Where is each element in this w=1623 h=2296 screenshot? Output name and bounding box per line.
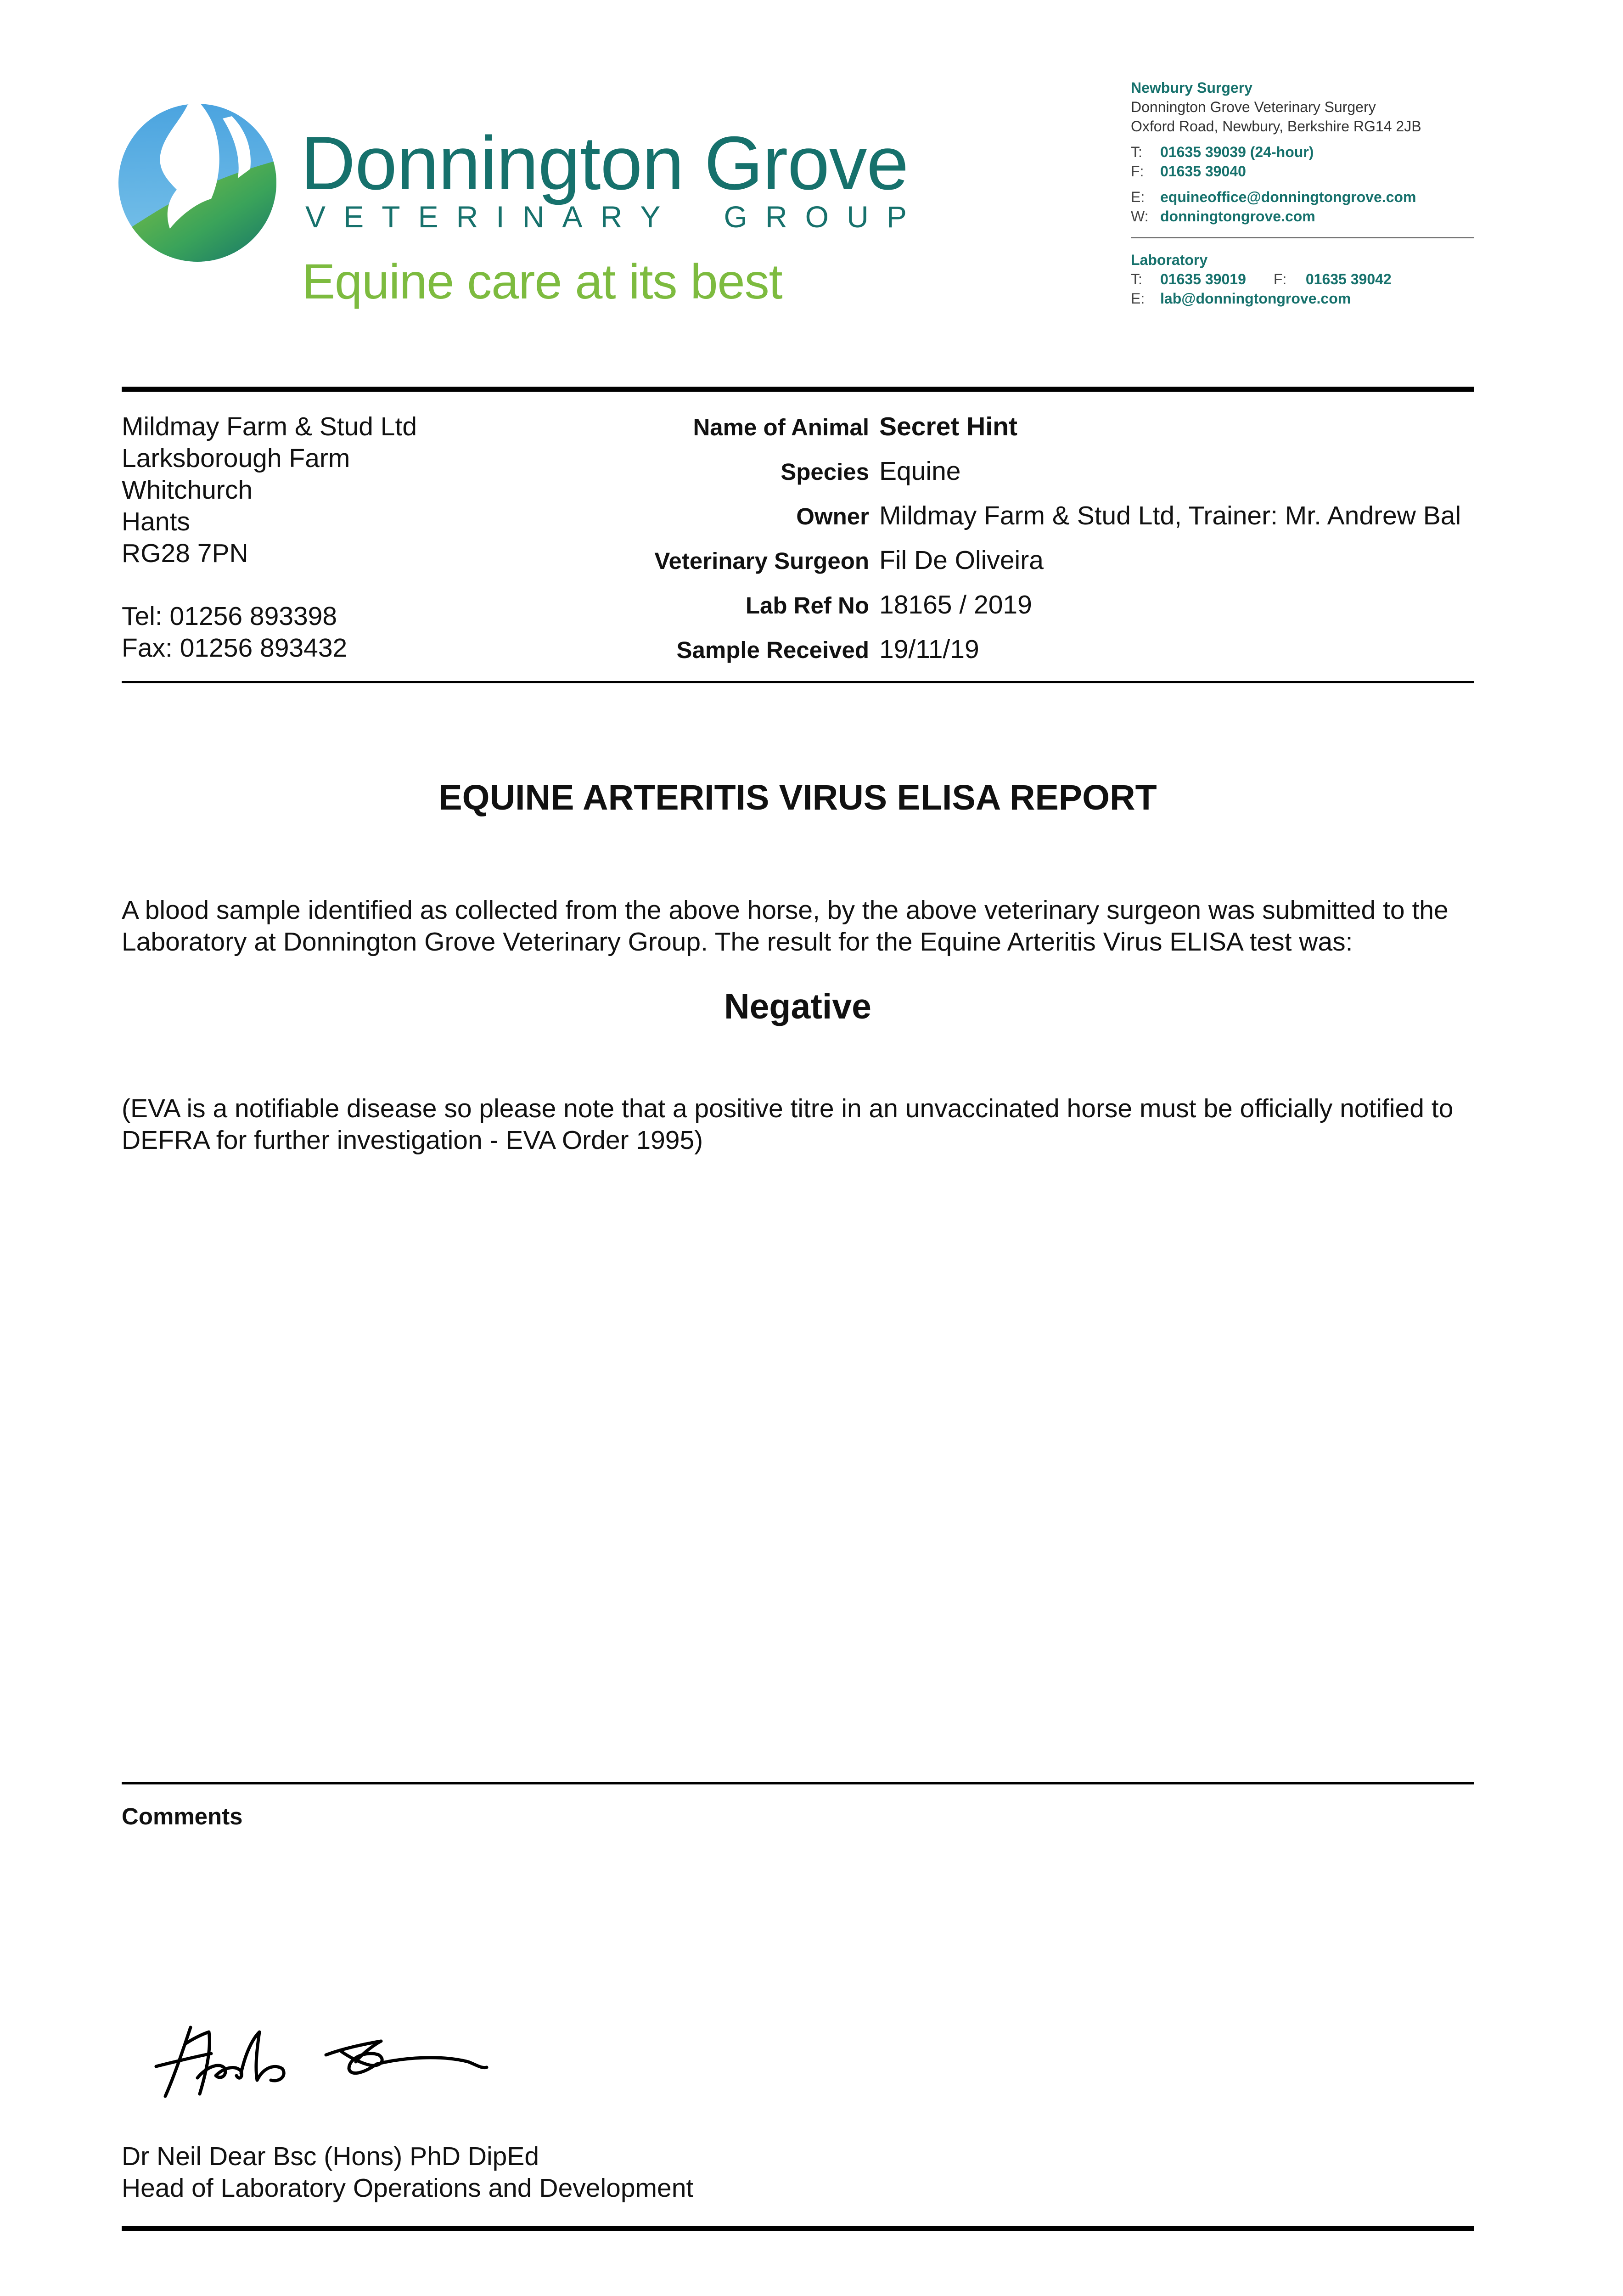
- detail-row: [459, 500, 1476, 545]
- test-result: Negative: [724, 987, 871, 1026]
- laboratory-fax: 01635 39042: [1305, 271, 1392, 287]
- fax-label: F:: [1273, 271, 1287, 287]
- tel-label: T:: [1131, 271, 1142, 287]
- brand-sub-char: E: [418, 200, 438, 234]
- laboratory-title: Laboratory: [1131, 252, 1208, 268]
- comments-rule: [122, 1782, 1474, 1784]
- address-line: Whitchurch: [122, 475, 253, 505]
- brand-sub-char: R: [765, 200, 787, 234]
- owner-value: Mildmay Farm & Stud Ltd, Trainer: Mr. Andrew Bal: [879, 501, 1461, 530]
- brand-sub-char: I: [496, 200, 505, 234]
- brand-sub-char: G: [724, 200, 747, 234]
- address-line: Larksborough Farm: [122, 444, 350, 473]
- signatory-role: Head of Laboratory Operations and Development: [122, 2173, 694, 2203]
- surgery-contact-block: [1131, 78, 1421, 226]
- brand-sub-char: R: [456, 200, 478, 234]
- brand-sub-char: E: [343, 200, 364, 234]
- sample-received-value: 19/11/19: [879, 635, 979, 664]
- brand-sub-char: U: [847, 200, 869, 234]
- detail-row: [459, 456, 1476, 500]
- laboratory-contact-block: [1131, 250, 1392, 308]
- email-label: E:: [1131, 290, 1145, 307]
- tagline: Equine care at its best: [302, 253, 782, 309]
- detail-label: Veterinary Surgeon: [654, 548, 869, 574]
- address-line: Mildmay Farm & Stud Ltd: [122, 412, 417, 441]
- laboratory-email-link[interactable]: lab@donningtongrove.com: [1160, 290, 1351, 307]
- signatory-block: [122, 2141, 693, 2204]
- fax-label: F:: [1131, 163, 1144, 180]
- client-fax: Fax: 01256 893432: [122, 633, 348, 663]
- laboratory-phone-row: [1131, 270, 1392, 289]
- detail-row: [459, 411, 1476, 456]
- footer-rule: [122, 2226, 1474, 2231]
- brand-sub-char: O: [805, 200, 829, 234]
- animal-name-value: Secret Hint: [879, 412, 1017, 441]
- detail-label: Owner: [796, 503, 869, 529]
- surgery-web-link[interactable]: donningtongrove.com: [1160, 208, 1315, 225]
- detail-label: Name of Animal: [693, 414, 869, 440]
- laboratory-email-row: [1131, 289, 1392, 308]
- signatory-name: Dr Neil Dear Bsc (Hons) PhD DipEd: [122, 2142, 539, 2171]
- client-tel: Tel: 01256 893398: [122, 602, 337, 631]
- detail-row: [459, 634, 1476, 678]
- brand-name: Donnington Grove: [301, 121, 909, 205]
- detail-label: Lab Ref No: [745, 592, 869, 619]
- email-label: E:: [1131, 189, 1145, 205]
- surgery-web-row: [1131, 207, 1421, 226]
- detail-label: Species: [781, 459, 869, 485]
- web-label: W:: [1131, 208, 1149, 225]
- detail-label: Sample Received: [676, 637, 869, 663]
- brand-sub-gap: [678, 198, 706, 235]
- address-line: Hants: [122, 507, 190, 536]
- tel-label: T:: [1131, 144, 1142, 160]
- comments-label: Comments: [122, 1803, 243, 1829]
- header-rule: [122, 387, 1474, 392]
- brand-sub-char: V: [305, 200, 326, 234]
- surgery-tel: 01635 39039 (24-hour): [1160, 144, 1314, 160]
- report-note: (EVA is a notifiable disease so please note that a positive titre in an unvaccinated horse must be officially notified to DEFRA for further investigation - EVA Order 1995): [122, 1094, 1454, 1155]
- laboratory-tel: 01635 39019: [1160, 271, 1246, 287]
- brand-sub-char: Y: [640, 200, 661, 234]
- letterhead-divider: [1131, 237, 1474, 238]
- surgery-email-link[interactable]: equineoffice@donningtongrove.com: [1160, 189, 1416, 205]
- surgery-email-row: [1131, 187, 1421, 207]
- address-line: RG28 7PN: [122, 539, 248, 568]
- detail-row: [459, 545, 1476, 589]
- surgery-address-line: Oxford Road, Newbury, Berkshire RG14 2JB: [1131, 118, 1421, 135]
- logo-mark: [115, 100, 280, 265]
- report-intro: A blood sample identified as collected from the above horse, by the above veterinary surgeon was submitted to the Laboratory at Donnington Grove Veterinary Group. The result for the Equine Arteritis Virus ELISA test was:: [122, 895, 1449, 957]
- client-phone-block: [122, 601, 347, 664]
- animal-details-table: [459, 411, 1476, 678]
- brand-sub-char: A: [562, 200, 583, 234]
- client-address: [122, 411, 417, 569]
- surgery-fax-row: [1131, 162, 1421, 181]
- surgery-tel-row: [1131, 142, 1421, 162]
- details-rule: [122, 681, 1474, 683]
- detail-row: [459, 589, 1476, 634]
- surgery-title: Newbury Surgery: [1131, 79, 1252, 96]
- vet-surgeon-value: Fil De Oliveira: [879, 546, 1044, 575]
- brand-subtitle: [305, 198, 907, 235]
- brand-sub-char: P: [886, 200, 907, 234]
- brand-sub-char: R: [600, 200, 623, 234]
- lab-ref-value: 18165 / 2019: [879, 590, 1032, 619]
- species-value: Equine: [879, 456, 961, 486]
- signature-image: [147, 2011, 551, 2103]
- brand-sub-char: N: [522, 200, 545, 234]
- brand-sub-char: T: [382, 200, 400, 234]
- surgery-fax: 01635 39040: [1160, 163, 1246, 180]
- surgery-address-line: Donnington Grove Veterinary Surgery: [1131, 99, 1376, 115]
- report-title: EQUINE ARTERITIS VIRUS ELISA REPORT: [438, 778, 1157, 817]
